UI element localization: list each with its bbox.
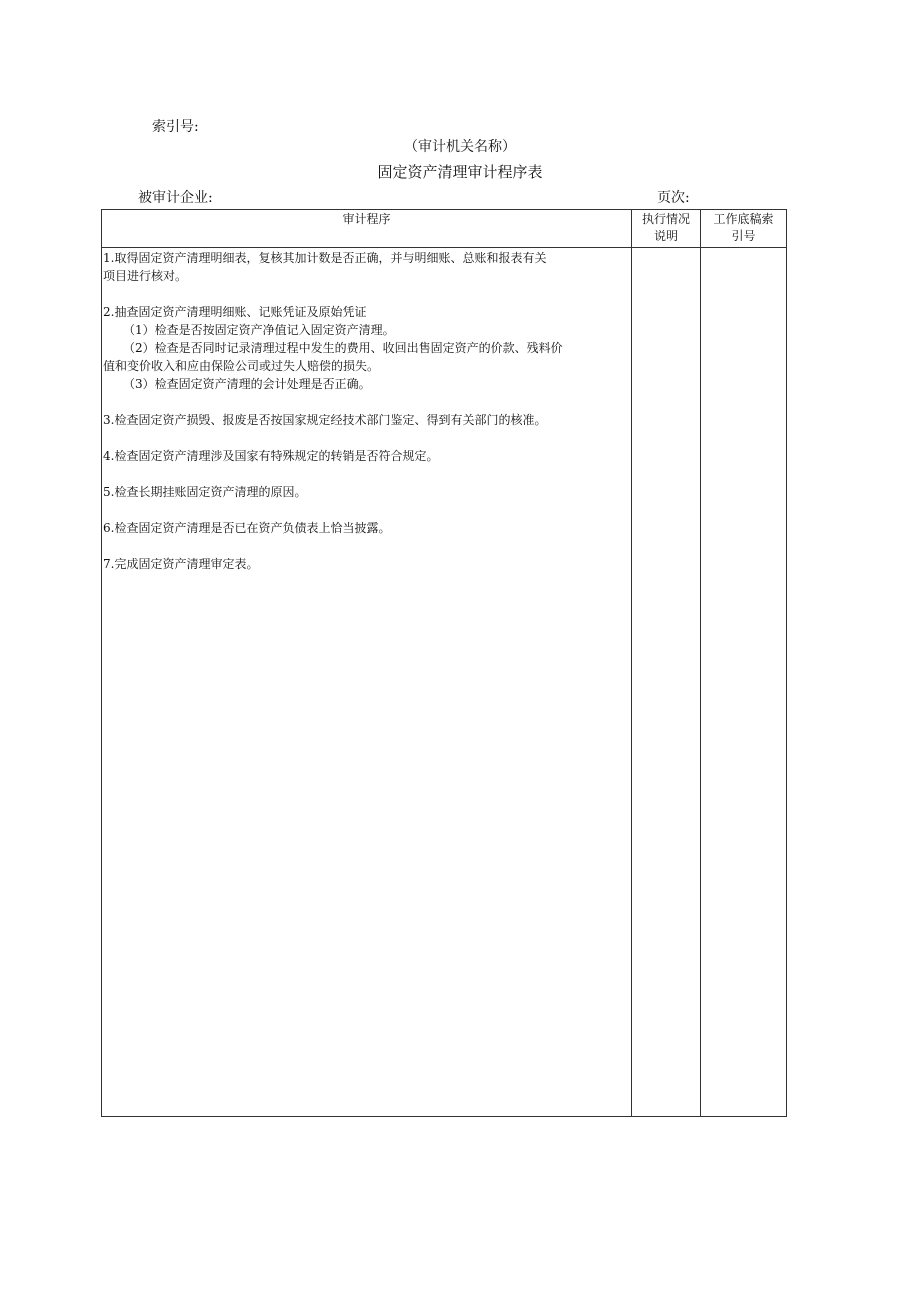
audit-agency-name: （审计机关名称） (404, 139, 516, 155)
step-2-sub-2-line-2: 值和变价收入和应由保险公司或过失人赔偿的损失。 (103, 359, 380, 373)
spacer (103, 465, 631, 483)
step-3: 3.检查固定资产损毁、报废是否按国家规定经技术部门鉴定、得到有关部门的核准。 (103, 413, 547, 427)
workpaper-index-cell (701, 248, 787, 1117)
column-header-procedure (102, 210, 632, 248)
audit-program-table (101, 209, 787, 1117)
audited-company-label: 被审计企业: (138, 190, 213, 206)
column-header-line: 审计程序 (342, 212, 391, 226)
execution-notes-cell (632, 248, 701, 1117)
step-1-line-1: 1.取得固定资产清理明细表，复核其加计数是否正确，并与明细账、总账和报表有关 (103, 251, 547, 265)
spacer (103, 501, 631, 519)
column-header-workpaper-index (701, 210, 787, 248)
spacer (103, 429, 631, 447)
procedure-steps (102, 248, 631, 573)
column-header-line: 引号 (731, 229, 756, 243)
document-title: 固定资产清理审计程序表 (377, 163, 543, 181)
page-number-label: 页次: (657, 190, 690, 206)
table-header-row (102, 210, 787, 248)
index-number-label: 索引号: (152, 119, 199, 135)
procedure-cell (102, 248, 632, 1117)
column-header-line: 执行情况 (641, 212, 690, 226)
column-header-line: 工作底稿索 (713, 212, 774, 226)
step-7: 7.完成固定资产清理审定表。 (103, 557, 259, 571)
step-2-sub-2-line-1: （2）检查是否同时记录清理过程中发生的费用、收回出售固定资产的价款、残料价 (123, 341, 563, 355)
table-body-row (102, 248, 787, 1117)
step-2-sub-1: （1）检查是否按固定资产净值记入固定资产清理。 (123, 323, 395, 337)
step-4: 4.检查固定资产清理涉及国家有特殊规定的转销是否符合规定。 (103, 449, 439, 463)
spacer (103, 537, 631, 555)
step-6: 6.检查固定资产清理是否已在资产负债表上恰当披露。 (103, 521, 391, 535)
column-header-execution (632, 210, 701, 248)
spacer (103, 285, 631, 303)
step-1-line-2: 项目进行核对。 (103, 269, 188, 283)
step-2-sub-3: （3）检查固定资产清理的会计处理是否正确。 (123, 377, 371, 391)
step-5: 5.检查长期挂账固定资产清理的原因。 (103, 485, 307, 499)
column-header-line: 说明 (653, 229, 678, 243)
spacer (103, 393, 631, 411)
step-2-heading: 2.抽查固定资产清理明细账、记账凭证及原始凭证 (103, 305, 367, 319)
